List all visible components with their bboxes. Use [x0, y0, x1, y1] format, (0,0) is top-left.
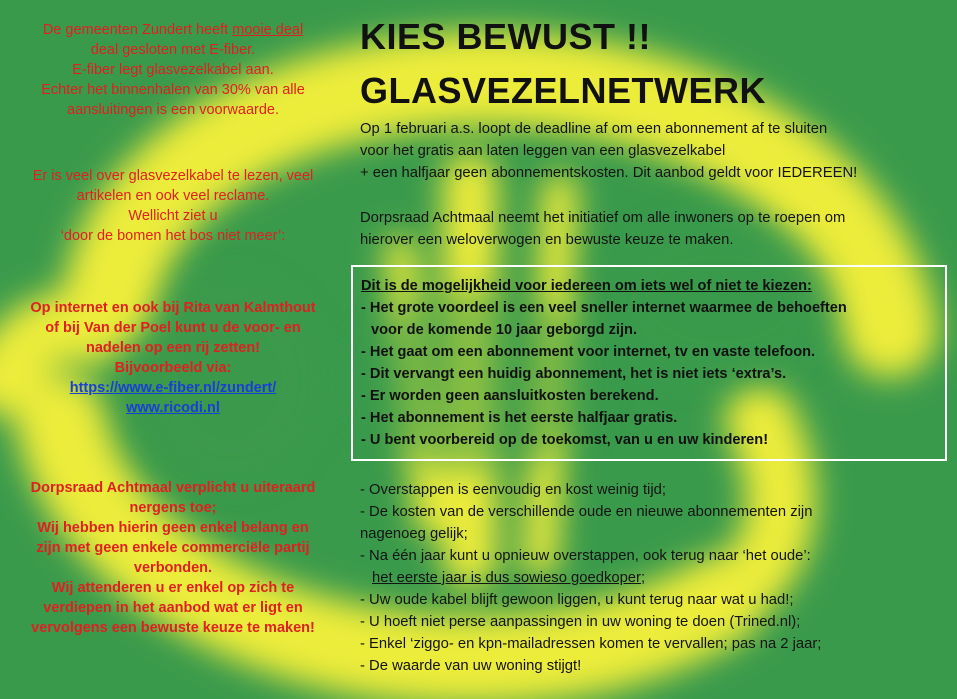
intro-line: + een halfjaar geen abonnementskosten. Dit aanbod geldt voor IEDEREEN!: [360, 165, 858, 181]
benefits-box-title: Dit is de mogelijkheid voor iedereen om iets wel of niet te kiezen:: [361, 278, 812, 294]
benefits-item: - Er worden geen aansluitkosten berekend.: [361, 388, 659, 404]
facts-item: - De waarde van uw woning stijgt!: [360, 658, 582, 674]
benefits-item: - Het grote voordeel is een veel sneller internet waarmee de behoeften: [361, 300, 847, 316]
title-line-1: KIES BEWUST !!: [360, 16, 651, 57]
left-internet-line: Bijvoorbeeld via:: [114, 360, 232, 376]
left-reading-line: Wellicht ziet u: [128, 208, 218, 224]
left-disclaimer-line: verdiepen in het aanbod wat er ligt en: [43, 600, 303, 616]
benefits-box: [351, 265, 947, 461]
left-disclaimer-line: vervolgens een bewuste keuze te maken!: [31, 620, 315, 636]
left-reading-paragraph: [8, 166, 338, 246]
left-reading-line: Er is veel over glasvezelkabel te lezen, veel: [32, 168, 314, 184]
left-internet-line: Op internet en ook bij Rita van Kalmthout: [30, 300, 316, 316]
left-intro-line4: Echter het binnenhalen van 30% van alle: [41, 82, 305, 98]
left-disclaimer-paragraph: [8, 478, 338, 638]
left-intro-line3: E-fiber legt glasvezelkabel aan.: [72, 62, 274, 78]
benefits-item: - U bent voorbereid op de toekomst, van u en uw kinderen!: [361, 432, 769, 448]
efiber-link[interactable]: https://www.e-fiber.nl/zundert/: [69, 380, 277, 396]
left-internet-paragraph: [8, 298, 338, 418]
facts-item: - Overstappen is eenvoudig en kost weinig tijd;: [360, 482, 666, 498]
dorpsraad-paragraph: [360, 207, 950, 251]
left-internet-line: nadelen op een rij zetten!: [85, 340, 261, 356]
left-disclaimer-line: Wij hebben hierin geen enkel belang en: [37, 520, 309, 536]
left-disclaimer-line: verbonden.: [133, 560, 213, 576]
left-internet-line: of bij Van der Poel kunt u de voor- en: [45, 320, 301, 336]
left-intro-line5: aansluitingen is een voorwaarde.: [67, 102, 279, 118]
benefits-item: - Dit vervangt een huidig abonnement, het is niet iets ‘extra’s.: [361, 366, 787, 382]
left-column: [8, 20, 338, 638]
left-disclaimer-line: Wij attenderen u er enkel op zich te: [51, 580, 295, 596]
benefits-item-continuation: voor de komende 10 jaar geborgd zijn.: [371, 322, 637, 338]
facts-item-continuation: nagenoeg gelijk;: [360, 526, 468, 542]
benefits-item: - Het abonnement is het eerste halfjaar gratis.: [361, 410, 678, 426]
left-disclaimer-line: Dorpsraad Achtmaal verplicht u uiteraard: [30, 480, 316, 496]
facts-item-underlined-wrapper: [360, 567, 950, 589]
left-disclaimer-line: nergens toe;: [129, 500, 217, 516]
left-reading-line: ‘door de bomen het bos niet meer’:: [60, 228, 286, 244]
facts-item: - Na één jaar kunt u opnieuw overstappen, ook terug naar ‘het oude’:: [360, 548, 811, 564]
dorpsraad-line: hierover een weloverwogen en bewuste keuze te maken.: [360, 232, 734, 248]
left-reading-line: artikelen en ook veel reclame.: [76, 188, 270, 204]
intro-line: Op 1 februari a.s. loopt de deadline af om een abonnement af te sluiten: [360, 121, 828, 137]
facts-item-underlined: het eerste jaar is dus sowieso goedkoper;: [372, 570, 646, 586]
dorpsraad-line: Dorpsraad Achtmaal neemt het initiatief om alle inwoners op te roepen om: [360, 210, 846, 226]
benefits-item: - Het gaat om een abonnement voor internet, tv en vaste telefoon.: [361, 344, 816, 360]
title-line-2: GLASVEZELNETWERK: [360, 70, 767, 111]
facts-item: - Enkel ‘ziggo- en kpn-mailadressen komen te vervallen; pas na 2 jaar;: [360, 636, 822, 652]
ricodi-link[interactable]: www.ricodi.nl: [126, 400, 220, 416]
facts-item: - U hoeft niet perse aanpassingen in uw woning te doen (Trined.nl);: [360, 614, 801, 630]
left-intro-underlined: mooie deal: [232, 22, 304, 38]
facts-list: [360, 479, 950, 677]
left-intro-line2: deal gesloten met E-fiber.: [90, 42, 256, 58]
left-intro-line1-pre: De gemeenten Zundert heeft: [42, 22, 233, 38]
intro-paragraph: [360, 118, 950, 184]
page-title: [360, 10, 766, 118]
facts-item: - De kosten van de verschillende oude en nieuwe abonnementen zijn: [360, 504, 813, 520]
intro-line: voor het gratis aan laten leggen van een glasvezelkabel: [360, 143, 726, 159]
left-disclaimer-line: zijn met geen enkele commerciële partij: [36, 540, 310, 556]
left-intro-paragraph: [8, 20, 338, 120]
facts-item: - Uw oude kabel blijft gewoon liggen, u kunt terug naar wat u had!;: [360, 592, 794, 608]
